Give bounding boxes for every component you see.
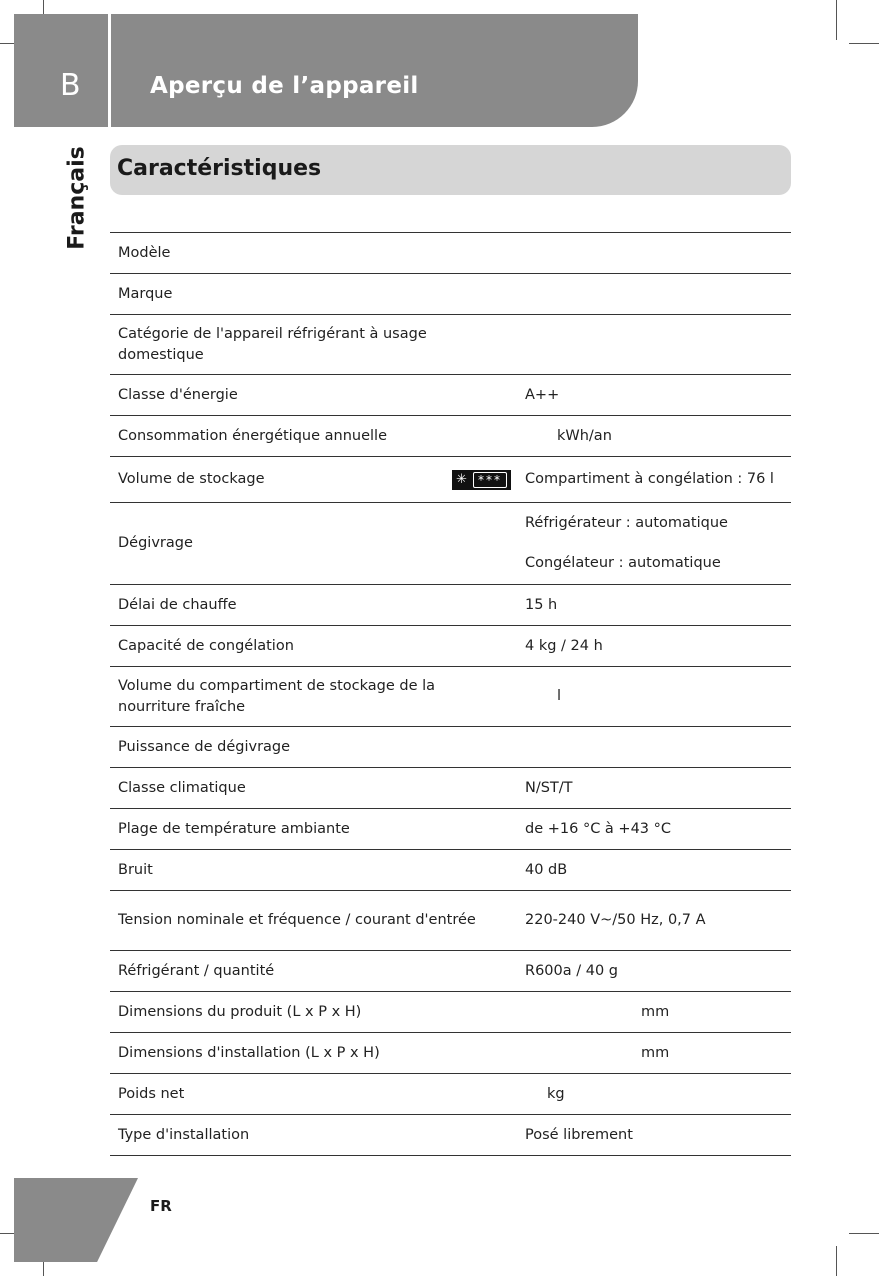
table-row [110,416,791,457]
table-row [110,1074,791,1115]
spec-value-text: kWh/an [557,427,612,444]
table-row [110,375,791,416]
spec-label: Puissance de dégivrage [118,738,291,755]
spec-value [517,274,791,315]
spec-value: A++ [525,386,560,403]
spec-label: Poids net [118,1085,185,1102]
spec-label: Dimensions d'installation (L x P x H) [118,1044,380,1061]
spec-value: Posé librement [525,1126,633,1143]
star-rating-icon: *** [473,472,507,488]
spec-value-text: mm [641,1003,670,1020]
table-row [110,585,791,626]
table-row [110,727,791,768]
snowflake-icon: ✳ [456,472,467,487]
spec-value [517,233,791,274]
table-row [110,768,791,809]
spec-value-refrigerator: Réfrigérateur : automatique [525,515,728,531]
spec-label: Bruit [118,861,153,878]
spec-value [517,1074,791,1115]
freezer-star-rating-badge [452,470,511,490]
spec-value [517,1033,791,1074]
side-language-label: Français [64,146,90,250]
spec-label: Tension nominale et fréquence / courant d'entrée [118,912,476,928]
spec-label: Type d'installation [118,1126,250,1143]
spec-label: Catégorie de l'appareil réfrigérant à usage domestique [118,325,427,363]
table-row [110,850,791,891]
spec-label: Modèle [118,244,171,261]
spec-value-text: mm [641,1044,670,1061]
spec-value-cell [517,503,791,585]
spec-label: Dimensions du produit (L x P x H) [118,1003,362,1020]
spec-label: Volume du compartiment de stockage de la nourriture fraîche [118,677,436,715]
spec-value: 220-240 V~/50 Hz, 0,7 A [525,912,706,928]
footer-language-code: FR [150,1197,172,1215]
spec-value [517,992,791,1033]
spec-label-cell [110,457,517,503]
spec-value: R600a / 40 g [525,962,619,979]
spec-label: Réfrigérant / quantité [118,962,275,979]
spec-label: Plage de température ambiante [118,820,350,837]
table-row [110,274,791,315]
spec-value [517,315,791,375]
spec-label: Marque [118,285,173,302]
page-subtitle: Caractéristiques [117,156,322,181]
header-divider [108,14,111,127]
spec-label: Volume de stockage [118,471,265,487]
specifications-table [110,232,791,1156]
crop-mark [849,43,879,44]
table-row [110,992,791,1033]
table-row [110,457,791,503]
table-row [110,233,791,274]
spec-label: Dégivrage [118,535,193,551]
spec-label: Capacité de congélation [118,637,294,654]
section-title: Aperçu de l’appareil [150,73,419,99]
footer-tab [14,1178,138,1262]
spec-value [517,727,791,768]
table-row [110,1115,791,1156]
table-row [110,667,791,727]
spec-value-text: kg [547,1085,565,1102]
table-row [110,1033,791,1074]
subtitle-bar [110,145,791,195]
table-row [110,626,791,667]
spec-value: N/ST/T [525,779,573,796]
spec-label: Classe climatique [118,779,246,796]
spec-label: Délai de chauffe [118,596,237,613]
table-row [110,951,791,992]
spec-value: 15 h [525,596,558,613]
table-row [110,891,791,951]
crop-mark [836,0,837,40]
section-letter: B [60,68,81,103]
spec-value-text: l [557,688,562,704]
table-row [110,809,791,850]
table-row [110,315,791,375]
spec-value-freezer: Congélateur : automatique [525,555,721,571]
spec-value [517,667,791,727]
table-row [110,503,791,585]
spec-value: de +16 °C à +43 °C [525,820,672,837]
crop-mark [836,1246,837,1276]
spec-value: 40 dB [525,861,568,878]
spec-value [517,416,791,457]
spec-value: Compartiment à congélation : 76 l [525,471,774,487]
crop-mark [849,1233,879,1234]
spec-value: 4 kg / 24 h [525,637,603,654]
spec-label: Consommation énergétique annuelle [118,427,387,444]
spec-label: Classe d'énergie [118,386,238,403]
